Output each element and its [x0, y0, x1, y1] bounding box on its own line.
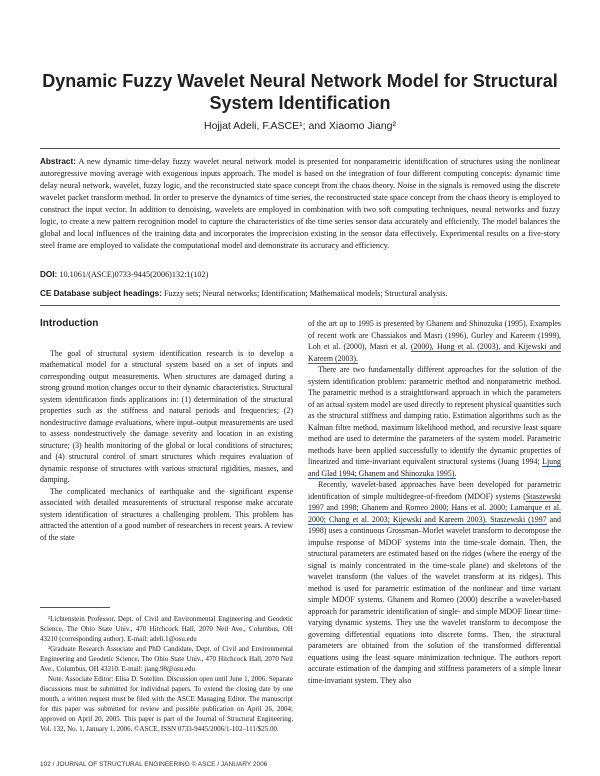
paper-title: Dynamic Fuzzy Wavelet Neural Network Model for Structural System Identification — [42, 71, 558, 113]
abstract-label: Abstract: — [40, 157, 76, 166]
abstract — [40, 156, 560, 252]
right-paragraph-3-text-b: and 1998) uses a continuous Grossman–Morlet wavelet transform to decompose the impulse response of MDOF systems into the time-scale domain. Then, the structural parameters are estimated based on the ridges (where the energy of the signal is mainly concentrated in the time-scale plane) and skeletons of the wavelet transform (the values of the wavelet transform at its ridges). This method is used for parametric estimation of the nonlinear and time variant simple MDOF systems. Ghanem and Romeo (2000) describe a wavelet-based approach for parametric identification of single- and simple MDOF linear time-varying dynamic systems. They use the wavelet transform to decompose the governing differential equations into discrete forms. Then, the structural parameters are obtained from the solution of the transformed differential equations using the least square minimization technique. The authors report accurate estimation of the damping and stiffness parameters of a simple linear time-invariant system. They also — [308, 514, 561, 685]
footnotes — [40, 607, 293, 734]
right-paragraph-2 — [308, 364, 561, 479]
intro-paragraph-1: The goal of structural system identification research is to develop a mathematical model for a structural system based on a set of inputs and corresponding output measurements. When structures are damaged during a strong ground motion changes occur to their dynamic characteristics. Structural system identification finds applications in: (1) determination of the structural properties such as the stiffness and natural periods and frequencies; (2) nondestructive damage evaluations, where input–output measurements are used to assess nondestructively the damage severity and location in an existing structure; (3) health monitoring of the global or local conditions of structures; and (4) structural control of smart structures which requires evaluation of dynamic response of structures with various structural rigidities, masses, and damping. — [40, 348, 293, 484]
footnote-2: ²Graduate Research Associate and PhD Candidate, Dept. of Civil and Environmental Engineering and Geodetic Science, The Ohio State Univ., 470 Hitchcock Hall, 2070 Neil Ave., Columbus, OH 43210. E-mail: jiang.98@osu.edu — [40, 645, 293, 673]
author-line: Hojjat Adeli, F.ASCE¹; and Xiaomo Jiang² — [203, 120, 396, 132]
doi-label: DOI: — [40, 270, 58, 279]
keywords-text: Fuzzy sets; Neural networks; Identification; Mathematical models; Structural analysis. — [163, 289, 448, 298]
page-footer: 102 / JOURNAL OF STRUCTURAL ENGINEERING © ASCE / JANUARY 2006 — [40, 761, 268, 768]
keywords-label: CE Database subject headings: — [40, 289, 162, 298]
footnote-separator — [40, 607, 110, 608]
right-paragraph-2-text: There are two fundamentally different approaches for the solution of the system identification problem: parametric method and nonparametric method. The parametric method is a straightforward approach in which the parameters of an actual system model are used directly to represent physical quantities such as the structural stiffness and damping ratio. Estimation algorithms such as the Kalman filter method, maximum likelihood method, and recursive least square method are used to determine the parameters of the system model. Parametric methods have been applied successfully to identify the dynamic properties of linearized and time-invariant equivalent structural systems (Juang 1994; — [308, 365, 561, 466]
right-paragraph-3-text-a: Recently, wavelet-based approaches have been developed for parametric identification of simple multidegree-of-freedom (MDOF) systems ( — [308, 480, 561, 501]
doi-text[interactable]: 10.1061/(ASCE)0733-9445(2006)132:1(102) — [59, 270, 209, 279]
abstract-rule — [40, 305, 560, 306]
abstract-text: A new dynamic time-delay fuzzy wavelet neural network model is presented for nonparametric identification of structures using the nonlinear autoregressive moving average with exogenous inputs approach. The model is based on the integration of four different computing concepts: dynamic time delay neural network, wavelet, fuzzy logic, and the reconstructed state space concept from the chaos theory. Noise in the signals is removed using the discrete wavelet packet transform method. In order to preserve the dynamics of time series, the reconstructed state space concept from the chaos theory is employed to construct the input vector. In addition to denoising, wavelets are employed in combination with two soft computing techniques, neural networks and fuzzy logic, to create a new pattern recognition model to capture the characteristics of the time series sensor data accurately and efficiently. The model balances the global and local influences of the training data and incorporates the imprecision existing in the sensor data effectively. Experimental results on a five-story steel frame are employed to validate the computational model and demonstrate its accuracy and efficiency. — [40, 157, 560, 250]
right-paragraph-1-text: of the art up to 1995 is presented by Ghanem and Shinozuka (1995). Examples of recent work are Chassiakos and Masri (1996), Gurley and Kareem (1999), Loh et al. (2000), Masri et al. — [308, 319, 561, 351]
citation-link-2[interactable]: Ljung and Glad 1994; Ghanem and Shinozuka 1995). — [308, 457, 561, 478]
citation-link-3[interactable]: Staszewski 1997 and 1998; Ghanem and Romeo 2000; Hans et al. 2000; Lamarque et al. 2000; Chang et al. 2003; Kijewski and Kareem 2003). Staszewski (1997 — [308, 491, 561, 524]
header-rule — [40, 148, 560, 149]
right-paragraph-1 — [308, 318, 561, 364]
intro-paragraph-2: The complicated mechanics of earthquake and the significant expense associated with detailed measurements of structural response make accurate system identification of structures a challenging problem. This problem has attracted the attention of a good number of researchers in recent years. A review of the state — [40, 486, 293, 542]
footnote-1: ¹Lichtenstein Professor, Dept. of Civil and Environmental Engineering and Geodetic Science, The Ohio State Univ., 470 Hitchcock Hall, 2070 Neil Ave., Columbus, OH 43210 (corresponding author). E-mail: adeli.1@osu.edu — [40, 615, 293, 643]
section-heading-introduction: Introduction — [40, 318, 99, 329]
left-column — [40, 318, 293, 543]
right-paragraph-3 — [308, 479, 561, 686]
doi — [40, 270, 560, 279]
right-column — [308, 318, 561, 686]
footnote-note: Note. Associate Editor: Elisa D. Sotelino. Discussion open until June 1, 2006. Separate discussions must be submitted for individual papers. To extend the closing date by one month, a written request must be filed with the ASCE Managing Editor. The manuscript for this paper was submitted for review and possible publication on April 26, 2004; approved on April 20, 2005. This paper is part of the Journal of Structural Engineering, Vol. 132, No. 1, January 1, 2006. ©ASCE, ISSN 0733-9445/2006/1-102–111/$25.00. — [40, 675, 293, 733]
keywords — [40, 289, 560, 298]
citation-link-1[interactable]: (2000), Hung et al. (2003), and Kijewski and Kareem (2003). — [308, 342, 561, 363]
